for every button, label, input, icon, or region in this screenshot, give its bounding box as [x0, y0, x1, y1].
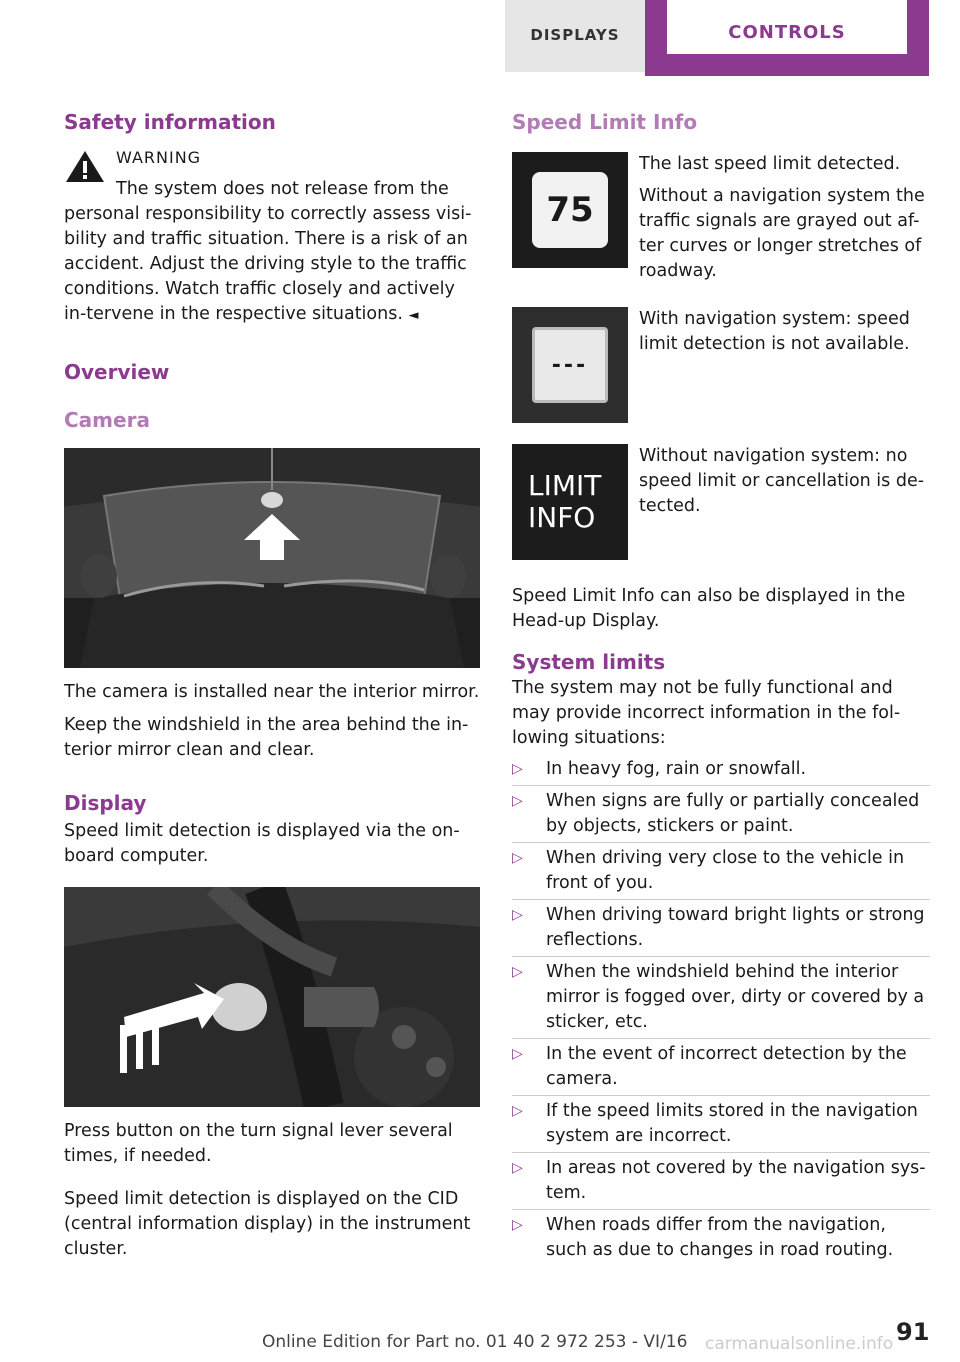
- list-divider: [512, 956, 930, 957]
- triangle-bullet-icon: ▷: [512, 761, 523, 777]
- tab-displays-label: DISPLAYS: [530, 26, 620, 44]
- triangle-bullet-icon: ▷: [512, 793, 523, 809]
- limits-list-item: [512, 846, 930, 896]
- sign-row-limit-info: [512, 444, 930, 584]
- sign-row-dashes: [512, 307, 930, 444]
- list-divider: [512, 1095, 930, 1096]
- speed-limit-unavailable-icon: [512, 307, 628, 423]
- warning-block: [64, 146, 482, 328]
- speed-limit-info-heading: Speed Limit Info: [512, 110, 698, 134]
- limits-list-item: [512, 1099, 930, 1149]
- limit-info-line-1: LIMIT: [528, 469, 602, 502]
- limit-info-icon: [512, 444, 628, 560]
- display-paragraph-2: Press button on the turn signal lever several times, if needed.: [64, 1121, 453, 1166]
- page-number: 91: [896, 1318, 930, 1346]
- list-divider: [512, 842, 930, 843]
- triangle-bullet-icon: ▷: [512, 1160, 523, 1176]
- sign-75-text-1: The last speed limit detected.: [639, 154, 901, 174]
- limits-list-item-text: When the windshield behind the interior mirror is fogged over, dirty or covered by a sticker, etc.: [546, 962, 925, 1032]
- hud-paragraph: Speed Limit Info can also be displayed in the Head-up Display.: [512, 586, 906, 631]
- tab-displays: [505, 0, 645, 72]
- windshield-camera-photo: [64, 448, 480, 668]
- watermark-text: carmanualsonline.info: [705, 1334, 894, 1354]
- sign-limit-info-text: [639, 444, 930, 519]
- turn-signal-lever-photo: [64, 887, 480, 1107]
- triangle-bullet-icon: ▷: [512, 907, 523, 923]
- sign-dashes-text: [639, 307, 930, 357]
- triangle-bullet-icon: ▷: [512, 1103, 523, 1119]
- triangle-bullet-icon: ▷: [512, 964, 523, 980]
- limits-list-item-text: In the event of incorrect detection by the camera.: [546, 1044, 907, 1089]
- limits-list-item-text: When roads differ from the navigation, such as due to changes in road routing.: [546, 1215, 894, 1260]
- warning-triangle-icon: [64, 148, 106, 184]
- safety-heading: Safety information: [64, 110, 276, 134]
- sign-75-label: 75: [546, 190, 594, 230]
- limits-list-item-text: When signs are fully or partially concealed by objects, stickers or paint.: [546, 791, 920, 836]
- display-paragraph-1: Speed limit detection is displayed via the on-board computer.: [64, 821, 460, 866]
- warning-text-first: The system does not release from the: [116, 179, 449, 199]
- list-divider: [512, 1038, 930, 1039]
- sign-dashes-text-1: With navigation system: speed limit detection is not available.: [639, 309, 910, 354]
- camera-paragraph-2: Keep the windshield in the area behind the in-terior mirror clean and clear.: [64, 715, 469, 760]
- display-heading: Display: [64, 791, 147, 815]
- sign-75-text-2: Without a navigation system the traffic signals are grayed out af-ter curves or longer stretches of roadway.: [639, 186, 925, 281]
- sign-limit-info-text-1: Without navigation system: no speed limit or cancellation is de-tected.: [639, 446, 925, 516]
- tab-controls: [645, 0, 929, 76]
- system-limits-list: [512, 757, 930, 1263]
- triangle-bullet-icon: ▷: [512, 1217, 523, 1233]
- warning-text-rest: personal responsibility to correctly assess visi-bility and traffic situation. There is a risk of an accident. Adjust the driving style to the traffic conditions. Watch traffic closely and actively in-tervene in the respective situations.: [64, 204, 472, 324]
- limits-list-item-text: In areas not covered by the navigation sys-tem.: [546, 1158, 926, 1203]
- warning-label: WARNING: [116, 148, 202, 167]
- limits-list-item-text: In heavy fog, rain or snowfall.: [546, 759, 807, 779]
- limits-list-item: [512, 960, 930, 1035]
- limits-list-item-text: When driving toward bright lights or strong reflections.: [546, 905, 925, 950]
- limit-info-line-2: INFO: [528, 501, 596, 534]
- windshield-illustration: [64, 448, 480, 668]
- limits-list-item: [512, 1156, 930, 1206]
- display-paragraph-3: Speed limit detection is displayed on the CID (central information display) in the instrument cluster.: [64, 1189, 471, 1259]
- speed-limit-75-icon: [512, 152, 628, 268]
- list-divider: [512, 785, 930, 786]
- limits-list-item: [512, 903, 930, 953]
- limits-list-item: [512, 789, 930, 839]
- limits-list-item: [512, 1213, 930, 1263]
- list-divider: [512, 1152, 930, 1153]
- limits-list-item-text: If the speed limits stored in the navigation system are incorrect.: [546, 1101, 918, 1146]
- sign-75-text: [639, 152, 930, 284]
- list-divider: [512, 1209, 930, 1210]
- limits-list-item: [512, 1042, 930, 1092]
- lever-illustration: [64, 887, 480, 1107]
- sign-dashes-label: ---: [551, 352, 589, 378]
- overview-heading: Overview: [64, 360, 170, 384]
- sign-row-75: [512, 152, 930, 307]
- edition-text: Online Edition for Part no. 01 40 2 972 253 - VI/16: [262, 1332, 688, 1352]
- end-mark-icon: ◄: [408, 308, 419, 323]
- page-footer: [0, 1316, 960, 1362]
- list-divider: [512, 899, 930, 900]
- camera-heading: Camera: [64, 408, 150, 432]
- triangle-bullet-icon: ▷: [512, 850, 523, 866]
- warning-text: [64, 202, 482, 328]
- tab-controls-label: CONTROLS: [728, 22, 846, 43]
- system-limits-heading: System limits: [512, 650, 666, 674]
- triangle-bullet-icon: ▷: [512, 1046, 523, 1062]
- left-column: [64, 108, 482, 1262]
- right-column: [512, 108, 930, 1270]
- limits-list-item-text: When driving very close to the vehicle in front of you.: [546, 848, 905, 893]
- limits-list-item: [512, 757, 930, 782]
- system-limits-intro: The system may not be fully functional and may provide incorrect information in the fol-lowing situations:: [512, 678, 901, 748]
- camera-paragraph-1: The camera is installed near the interior mirror.: [64, 682, 480, 702]
